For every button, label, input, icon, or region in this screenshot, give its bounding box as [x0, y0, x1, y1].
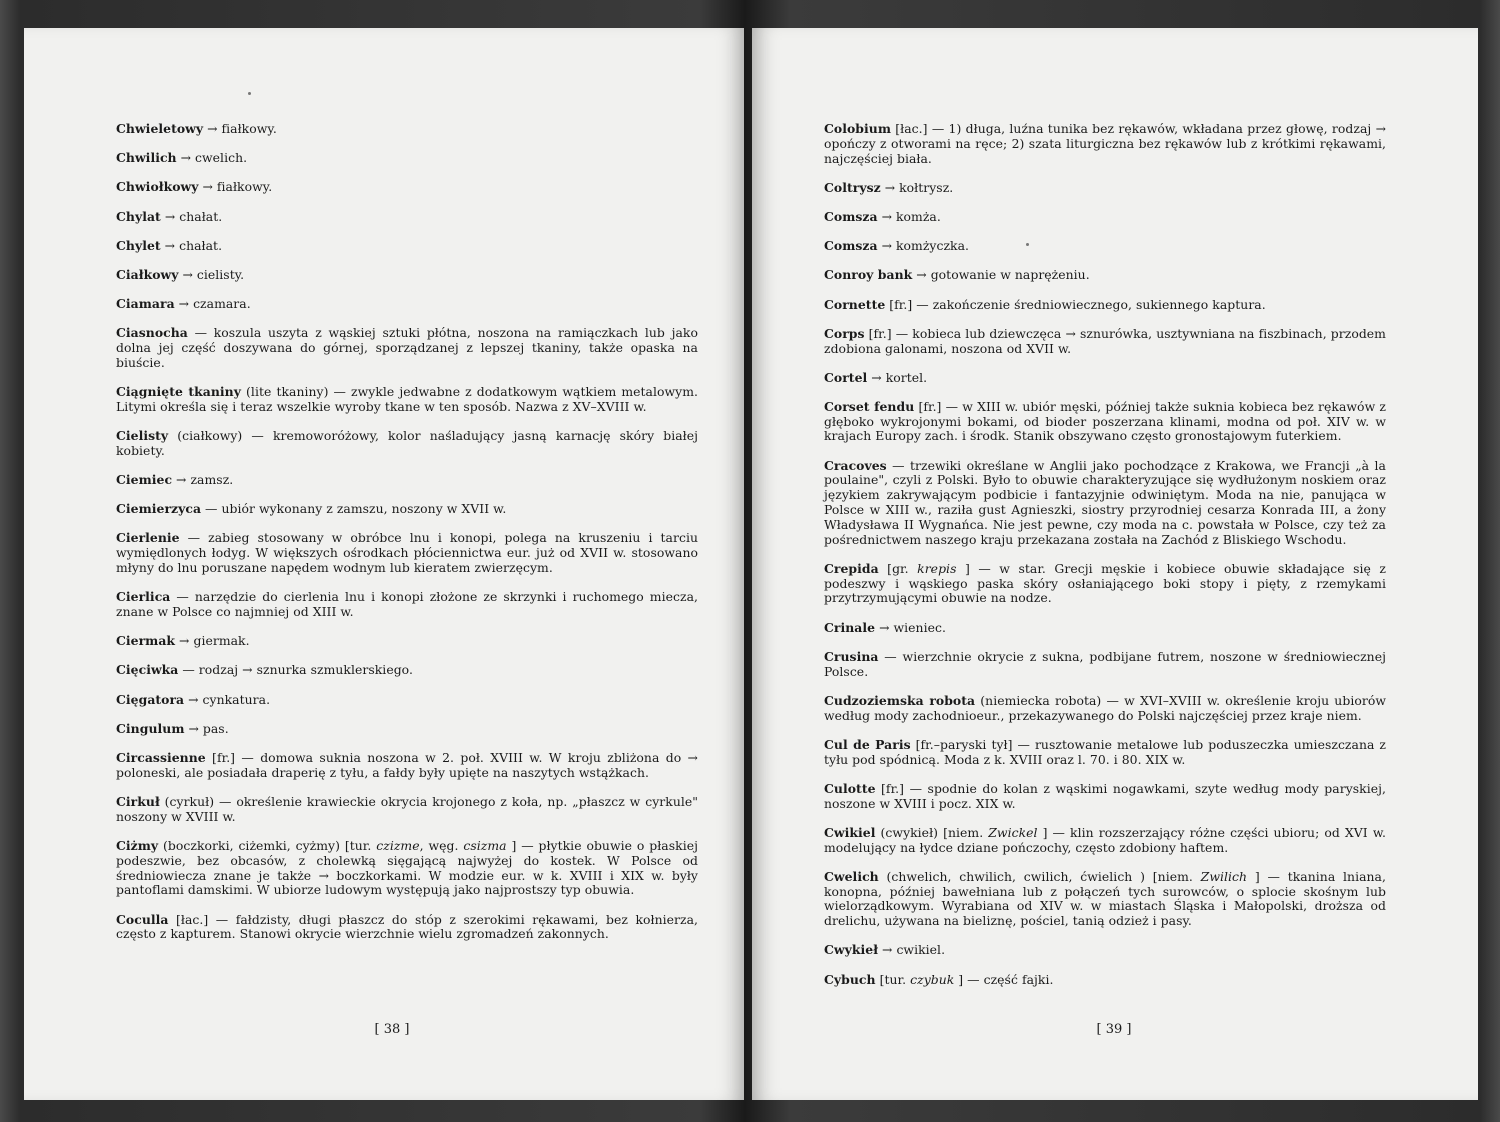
- entry-definition: [fr.] — w XIII w. ubiór męski, później także suknia kobieca bez rękawów z głęboko wykrojonymi bokami, od bioder poszerzana klinami, modna od poł. XIV w. w krajach Europy zach. i środk. Stanik obszywano często gronostajowym futerkiem.: [824, 398, 1386, 444]
- dictionary-entry: [116, 473, 698, 488]
- entry-definition: → gotowanie w naprężeniu.: [912, 267, 1090, 283]
- entry-headword: Crepida: [824, 560, 879, 576]
- entry-definition: → cynkatura.: [184, 691, 271, 707]
- dictionary-entry: [824, 621, 1386, 636]
- entry-definition: ] — tkanina lniana, konopna, później bawełniana lub z połączeń tych surowców, o splocie skośnym lub wielorządkowym. Wyrabiana od XIV w. w miastach Śląska i Małopolski, droższa od drelichu, używana na bieliznę, pościel, tanią odzież i pasy.: [824, 868, 1386, 929]
- entry-headword: Cornette: [824, 296, 886, 312]
- entry-headword: Cięgatora: [116, 691, 185, 707]
- dictionary-entry: [824, 181, 1386, 196]
- right-column: [824, 122, 1386, 1002]
- entry-headword: Cwikiel: [824, 824, 876, 840]
- left-column: [116, 122, 698, 956]
- dictionary-entry: [116, 693, 698, 708]
- entry-definition: — wierzchnie okrycie z sukna, podbijane futrem, noszone w średniowiecznej Polsce.: [824, 648, 1386, 679]
- entry-definition: — ubiór wykonany z zamszu, noszony w XVII w.: [201, 501, 507, 517]
- dictionary-entry: [116, 122, 698, 137]
- entry-definition: [fr.] — zakończenie średniowiecznego, sukiennego kaptura.: [885, 296, 1266, 312]
- entry-foreign-term: czybuk: [910, 971, 955, 987]
- dictionary-entry: [116, 268, 698, 283]
- entry-headword: Cybuch: [824, 971, 876, 987]
- dictionary-entry: [824, 973, 1386, 988]
- dictionary-entry: [116, 795, 698, 825]
- entry-headword: Cielisty: [116, 428, 169, 444]
- dictionary-entry: [116, 239, 698, 254]
- entry-headword: Circassienne: [116, 749, 206, 765]
- dictionary-entry: [824, 870, 1386, 929]
- page-number-left: [ 38 ]: [374, 1022, 410, 1037]
- entry-headword: Chylet: [116, 237, 161, 253]
- entry-definition: → fiałkowy.: [198, 179, 273, 195]
- entry-definition: — zabieg stosowany w obróbce lnu i konopi, polega na kruszeniu i tarciu wymiędlonych łodyg. W większych ośrodkach płóciennictwa eur. już od XVII w. stosowano młyny do lnu poruszane napędem wodnym lub kieratem zwierzęcym.: [116, 530, 698, 576]
- entry-headword: Ciałkowy: [116, 266, 179, 282]
- dictionary-entry: [116, 502, 698, 517]
- entry-headword: Comsza: [824, 208, 878, 224]
- entry-definition: → cielisty.: [178, 266, 245, 282]
- entry-definition: → chałat.: [160, 208, 223, 224]
- entry-headword: Ciamara: [116, 296, 175, 312]
- entry-definition: → czamara.: [174, 296, 251, 312]
- dictionary-entry: [824, 459, 1386, 548]
- entry-definition: → chałat.: [160, 237, 223, 253]
- entry-headword: Ciągnięte tkaniny: [116, 384, 241, 400]
- dictionary-entry: [824, 400, 1386, 444]
- dictionary-entry: [116, 751, 698, 781]
- dictionary-entry: [824, 782, 1386, 812]
- dictionary-entry: [116, 151, 698, 166]
- entry-definition: [łac.] — fałdzisty, długi płaszcz do stóp z szerokimi rękawami, bez kołnierza, często z kapturem. Stanowi okrycie wierzchnie wielu zgromadzeń zakonnych.: [116, 911, 698, 942]
- entry-definition: — koszula uszyta z wąskiej sztuki płótna, noszona na ramiączkach lub jako dolna jej część doszywana do górnej, sporządzanej z lepszej tkaniny, także opaska na biuście.: [116, 325, 698, 370]
- entry-headword: Ciżmy: [116, 837, 159, 853]
- dictionary-entry: [824, 122, 1386, 166]
- entry-definition: [gr.: [878, 560, 918, 576]
- entry-definition: ] — część fajki.: [954, 971, 1054, 987]
- entry-definition: → fiałkowy.: [203, 121, 277, 136]
- entry-definition: (cyrkuł) — określenie krawieckie okrycia krojonego z koła, np. „płaszcz w cyrkule" noszony w XVIII w.: [116, 793, 698, 824]
- dictionary-entry: [116, 839, 698, 898]
- entry-headword: Chwilich: [116, 150, 177, 166]
- right-page: [752, 28, 1478, 1100]
- entry-definition: [fr.] — kobieca lub dziewczęca → sznurówka, usztywniana na fiszbinach, przodem zdobiona galonami, noszona od XVII w.: [824, 325, 1386, 356]
- dictionary-entry: [824, 298, 1386, 313]
- entry-definition: (chwelich, chwilich, cwilich, ćwielich ) [niem.: [878, 868, 1201, 884]
- dictionary-entry: [116, 326, 698, 370]
- dictionary-entry: [116, 663, 698, 678]
- entry-headword: Crinale: [824, 619, 876, 635]
- entry-definition: (ciałkowy) — kremoworóżowy, kolor naśladujący jasną karnację skóry białej kobiety.: [116, 428, 698, 458]
- entry-headword: Coltrysz: [824, 179, 881, 195]
- entry-definition: [fr.–paryski tył] — rusztowanie metalowe lub poduszeczka umieszczana z tyłu pod spódnicą. Moda z k. XVIII oraz l. 70. i 80. XIX w.: [824, 736, 1387, 767]
- entry-headword: Cul de Paris: [824, 736, 911, 752]
- dictionary-entry: [116, 634, 698, 649]
- entry-headword: Colobium: [824, 121, 891, 136]
- entry-definition: → cwelich.: [176, 150, 248, 166]
- entry-foreign-term: czizme: [376, 837, 420, 853]
- entry-headword: Coculla: [116, 911, 169, 927]
- dictionary-entry: [824, 239, 1386, 254]
- entry-definition: → cwikiel.: [878, 942, 946, 958]
- dictionary-entry: [824, 826, 1386, 856]
- dictionary-entry: [824, 738, 1386, 768]
- entry-headword: Chwiołkowy: [116, 179, 199, 195]
- entry-definition: → kołtrysz.: [880, 179, 954, 195]
- entry-definition: ] — w star. Grecji męskie i kobiece obuwie składające się z podeszwy i wąskiego paska skóry osłaniającego boki stopy i pięty, z rzemykami przytrzymującymi obuwie na nodze.: [824, 560, 1387, 606]
- entry-foreign-term: csizma: [463, 837, 507, 853]
- entry-headword: Cierlica: [116, 589, 171, 605]
- entry-headword: Chwieletowy: [116, 121, 204, 136]
- entry-headword: Cortel: [824, 369, 868, 385]
- dictionary-entry: [116, 913, 698, 943]
- entry-definition: → komżyczka.: [877, 238, 970, 254]
- dictionary-entry: [116, 429, 698, 459]
- dictionary-entry: [116, 385, 698, 415]
- entry-definition: (cwykieł) [niem.: [875, 824, 989, 840]
- entry-headword: Cwelich: [824, 868, 879, 884]
- dictionary-entry: [116, 210, 698, 225]
- page-number-right: [ 39 ]: [1096, 1022, 1132, 1037]
- left-page: [24, 28, 744, 1100]
- entry-definition: → giermak.: [175, 633, 250, 649]
- entry-headword: Corset fendu: [824, 398, 915, 414]
- dictionary-entry: [824, 650, 1386, 680]
- entry-foreign-term: Zwickel: [988, 824, 1038, 840]
- dictionary-entry: [116, 180, 698, 195]
- entry-headword: Chylat: [116, 208, 161, 224]
- entry-headword: Cięciwka: [116, 662, 179, 678]
- entry-headword: Ciermak: [116, 633, 176, 649]
- entry-headword: Ciasnocha: [116, 325, 188, 341]
- dictionary-entry: [824, 268, 1386, 283]
- entry-headword: Corps: [824, 325, 865, 341]
- dictionary-entry: [824, 371, 1386, 386]
- entry-headword: Cierlenie: [116, 530, 180, 546]
- entry-definition: — rodzaj → sznurka szmuklerskiego.: [178, 662, 413, 678]
- entry-definition: [fr.] — domowa suknia noszona w 2. poł. XVIII w. W kroju zbliżona do → poloneski, ale posiadała draperię z tyłu, a fałdy były upięte na naszytych wstążkach.: [116, 749, 698, 780]
- entry-headword: Culotte: [824, 780, 876, 796]
- entry-definition: — narzędzie do cierlenia lnu i konopi złożone ze skrzynki i ruchomego miecza, znane w Polsce co najmniej od XIII w.: [116, 589, 698, 620]
- dictionary-entry: [824, 943, 1386, 958]
- dictionary-entry: [824, 327, 1386, 357]
- dictionary-entry: [824, 210, 1386, 225]
- entry-definition: (lite tkaniny) — zwykle jedwabne z dodatkowym wątkiem metalowym. Litymi określa się i teraz wszelkie wyroby tkane w ten sposób. Nazwa z XV–XVIII w.: [116, 384, 698, 414]
- dictionary-entry: [116, 531, 698, 575]
- entry-definition: → kortel.: [867, 369, 928, 385]
- dictionary-entry: [116, 722, 698, 737]
- entry-headword: Cingulum: [116, 720, 185, 736]
- entry-headword: Crusina: [824, 648, 879, 664]
- entry-definition: → wieniec.: [875, 619, 946, 635]
- entry-headword: Ciemiec: [116, 472, 173, 488]
- entry-headword: Cirkuł: [116, 793, 160, 809]
- dictionary-entry: [824, 694, 1386, 724]
- entry-headword: Comsza: [824, 238, 878, 254]
- speck: [248, 92, 251, 95]
- entry-definition: (boczkorki, ciżemki, cyżmy) [tur.: [158, 837, 377, 853]
- entry-definition: (niemiecka robota) — w XVI–XVIII w. określenie kroju ubiorów według mody zachodnioeur., przekazywanego do Polski najczęściej przez kraje niem.: [824, 692, 1386, 723]
- entry-foreign-term: Zwilich: [1200, 868, 1248, 884]
- dictionary-entry: [824, 562, 1386, 606]
- entry-definition: , węg.: [419, 837, 464, 853]
- entry-definition: → komża.: [877, 208, 941, 224]
- entry-definition: — trzewiki określane w Anglii jako pochodzące z Krakowa, we Francji „à la poulaine", czyli z Polski. Było to obuwie charakteryzujące się wydłużonym noskiem oraz językiem zakrywającym podbicie i fantazyjnie odwiniętym. Moda na nie, panująca w Polsce w XIII w., raziła gust Agnieszki, siostry przyrodniej cesarza Konrada III, a żony Władysława II Wygnańca. Nie jest pewne, czy moda na c. powstała w Polsce, czy też za pośrednictwem naszego kraju przekazana została na Zachód z Bliskiego Wschodu.: [824, 457, 1386, 547]
- entry-definition: [tur.: [875, 971, 911, 987]
- entry-headword: Cwykieł: [824, 942, 879, 958]
- dictionary-entry: [116, 297, 698, 312]
- entry-headword: Cudzoziemska robota: [824, 692, 976, 708]
- entry-definition: ] — klin rozszerzający różne części ubioru; od XVI w. modelujący na łydce dziane pończochy, często zdobiony haftem.: [824, 824, 1386, 855]
- entry-definition: → zamsz.: [172, 472, 234, 488]
- entry-definition: [fr.] — spodnie do kolan z wąskimi nogawkami, szyte według mody paryskiej, noszone w XVIII i pocz. XIX w.: [824, 780, 1386, 811]
- entry-definition: [łac.] — 1) długa, luźna tunika bez rękawów, wkładana przez głowę, rodzaj → opończy z otworami na ręce; 2) szata liturgiczna bez rękawów lub z krótkimi rękawami, najczęściej biała.: [824, 121, 1386, 166]
- entry-headword: Conroy bank: [824, 267, 913, 283]
- entry-definition: ] — płytkie obuwie o płaskiej podeszwie, bez obcasów, z cholewką sięgającą najwyżej do kostek. W Polsce od średniowiecza znane je także → boczkorkami. W modzie eur. w k. XVIII i XIX w. były pantoflami damskimi. W ubiorze ludowym występują jako najprostszy typ obuwia.: [116, 837, 698, 898]
- entry-headword: Cracoves: [824, 457, 887, 473]
- dictionary-entry: [116, 590, 698, 620]
- entry-definition: → pas.: [184, 720, 229, 736]
- entry-foreign-term: krepis: [917, 560, 957, 576]
- entry-headword: Ciemierzyca: [116, 501, 202, 517]
